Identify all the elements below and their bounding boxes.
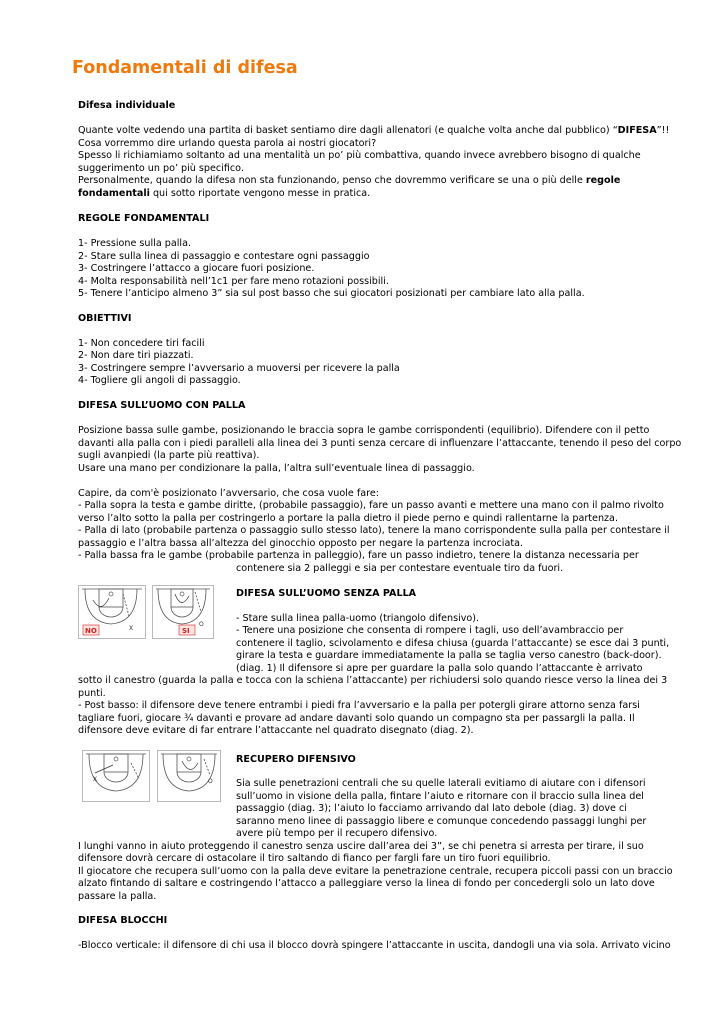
page-title: Fondamentali di difesa — [72, 58, 298, 78]
paragraph-line: - Palla bassa fra le gambe (probabile partenza in palleggio), fare un passo indietro, tenere la distanza necessaria per — [78, 550, 639, 561]
paragraph-line: (diag. 1) Il difensore si apre per guardare la palla solo quando l’attaccante è arrivato — [236, 662, 643, 674]
paragraph-line: contenere sia 2 palleggi e sia per contestare eventuale tiro da fuori. — [236, 562, 564, 574]
paragraph-line: sotto il canestro (guarda la palla e tocca con la schiena l’attaccante) per richiudersi solo quando riesce verso la linea dei 3 — [78, 675, 668, 686]
paragraph-line: contenere il taglio, scivolamento e difesa chiusa (guarda l’attaccante) se esce dai 3 punti, — [236, 637, 670, 649]
paragraph-line: - Stare sulla linea palla-uomo (triangolo difensivo). — [236, 612, 480, 624]
paragraph-line: alzato fintando di saltare e costringendo l’attacco a palleggiare verso la linea di fondo per concedergli solo un lato dove — [78, 878, 655, 889]
paragraph-line: Posizione bassa sulle gambe, posizionando le braccia sopra le gambe corrispondenti (equilibrio). Difendere con il petto — [78, 425, 650, 436]
paragraph-line: punti. — [78, 687, 106, 699]
paragraph-line: avere più tempo per il recupero difensivo. — [236, 828, 438, 839]
paragraph-line: passaggio (diag. 3); l’aiuto lo facciamo arrivando dal lato debole (diag. 3) dove ci — [236, 803, 627, 814]
paragraph-line: saranno meno linee di passaggio libere e comunque concedendo passaggi lunghi per — [236, 815, 647, 827]
court-diagram-4 — [157, 750, 221, 802]
paragraph-line: verso l’alto sotto la palla per costringerlo a portare la palla dietro il piede perno e quindi rallentarne la partenza. — [78, 512, 618, 524]
section-heading-regole: REGOLE FONDAMENTALI — [78, 213, 210, 224]
svg-text:O: O — [208, 778, 213, 785]
court-diagram-si — [152, 585, 214, 639]
list-item: 2- Stare sulla linea di passaggio e contestare ogni passaggio — [78, 250, 370, 262]
paragraph-line: Sia sulle penetrazioni centrali che su quelle laterali evitiamo di aiutare con i difensori — [236, 778, 646, 789]
diagram-label-no: NO — [85, 627, 97, 635]
list-item: 1- Pressione sulla palla. — [78, 238, 191, 249]
paragraph-line: girare la testa e guardare immediatamente la palla se taglia verso canestro (back-door). — [236, 650, 662, 661]
paragraph-line: - Post basso: il difensore deve tenere entrambi i piedi fra l’avversario e la palla per potergli girare attorno senza farsi — [78, 700, 640, 711]
court-diagram-no — [78, 585, 146, 639]
paragraph-line: tagliare fuori, giocare ¾ davanti e provare ad andare davanti solo quando un compagno sta per passargli la palla. Il — [78, 712, 635, 724]
paragraph-line: - Palla di lato (probabile partenza o passaggio sullo stesso lato), tenere la mano corrispondente sulla palla per contestare il — [78, 525, 670, 536]
list-item: 4- Togliere gli angoli di passaggio. — [78, 375, 241, 386]
paragraph-line: fondamentali qui sotto riportate vengono messe in pratica. — [78, 187, 371, 199]
section-heading-blocchi: DIFESA BLOCCHI — [78, 915, 168, 926]
paragraph-line: Usare una mano per condizionare la palla, l’altra sull’eventuale linea di passaggio. — [78, 462, 475, 474]
paragraph-line: - Palla sopra la testa e gambe diritte, (probabile passaggio), fare un passo avanti e mettere una mano con il palmo rivolto — [78, 500, 664, 511]
paragraph-line: sull’uomo in visione della palla, fintare l’aiuto e ritornare con il braccio sulla linea del — [236, 790, 644, 802]
section-heading-recupero: RECUPERO DIFENSIVO — [236, 754, 356, 765]
court-diagram-3 — [82, 750, 150, 802]
paragraph-line: Personalmente, quando la difesa non sta funzionando, penso che dovremmo verificare se una o più delle regole — [78, 175, 621, 186]
paragraph-line: I lunghi vanno in aiuto proteggendo il canestro senza uscire dall’area dei 3”, se chi penetra si arresta per tirare, il suo — [78, 840, 644, 852]
list-item: 2- Non dare tiri piazzati. — [78, 350, 194, 361]
paragraph-line: Spesso li richiamiamo soltanto ad una mentalità un po’ più combattiva, quando invece avrebbero bisogno di qualche — [78, 150, 641, 161]
list-item: 3- Costringere sempre l’avversario a muoversi per ricevere la palla — [78, 362, 400, 374]
paragraph-line: suggerimento un po’ più specifico. — [78, 162, 244, 174]
list-item: 1- Non concedere tiri facili — [78, 337, 205, 349]
svg-text:X: X — [93, 776, 98, 783]
list-item: 4- Molta responsabilità nell’1c1 per fare meno rotazioni possibili. — [78, 275, 389, 287]
list-item: 5- Tenere l’anticipo almeno 3” sia sul post basso che sui giocatori posizionati per cambiare lato alla palla. — [78, 288, 585, 299]
paragraph-line: sugli avanpiedi (la parte più reattiva). — [78, 450, 260, 461]
section-heading-uomo-con-palla: DIFESA SULL’UOMO CON PALLA — [78, 400, 246, 411]
paragraph-line: passaggio e l’altra bassa all’altezza del ginocchio opposto per negare la partenza incrociata. — [78, 537, 524, 549]
paragraph-line: davanti alla palla con i piedi paralleli alla linea dei 3 punti senza cercare di influenzare l’attaccante, tenendo il peso del corpo — [78, 437, 682, 449]
paragraph-line: difensore deve evitare di far entrare l’attaccante nel quadrato disegnato (diag. 2). — [78, 725, 474, 736]
paragraph-line: passare la palla. — [78, 890, 157, 902]
paragraph-line: -Blocco verticale: il difensore di chi usa il blocco dovrà spingere l’attaccante in uscita, dandogli una via sola. Arrivato vicino — [78, 940, 671, 951]
paragraph-line: - Tenere una posizione che consenta di rompere i tagli, uso dell’avambraccio per — [236, 625, 624, 636]
paragraph-line: Cosa vorremmo dire urlando questa parola ai nostri giocatori? — [78, 137, 377, 149]
section-heading-uomo-senza-palla: DIFESA SULL’UOMO SENZA PALLA — [236, 588, 417, 599]
list-item: 3- Costringere l’attacco a giocare fuori posizione. — [78, 263, 315, 274]
diagram-label-si: SI — [182, 627, 190, 635]
paragraph-line: difensore dovrà cercare di ostacolare il tiro saltando di fianco per fargli fare un tiro fuori equilibrio. — [78, 853, 551, 864]
paragraph-line: Capire, da com'è posizionato l’avversario, che cosa vuole fare: — [78, 487, 379, 499]
paragraph-line: Il giocatore che recupera sull’uomo con la palla deve evitare la penetrazione centrale, recupera piccoli passi con un braccio — [78, 865, 673, 877]
section-heading-individuale: Difesa individuale — [78, 100, 176, 111]
section-heading-obiettivi: OBIETTIVI — [78, 313, 132, 324]
svg-text:X: X — [129, 625, 134, 632]
paragraph-line: Quante volte vedendo una partita di basket sentiamo dire dagli allenatori (e qualche volta anche dal pubblico) “DIFESA”!! — [78, 125, 670, 136]
svg-text:O: O — [199, 621, 204, 628]
